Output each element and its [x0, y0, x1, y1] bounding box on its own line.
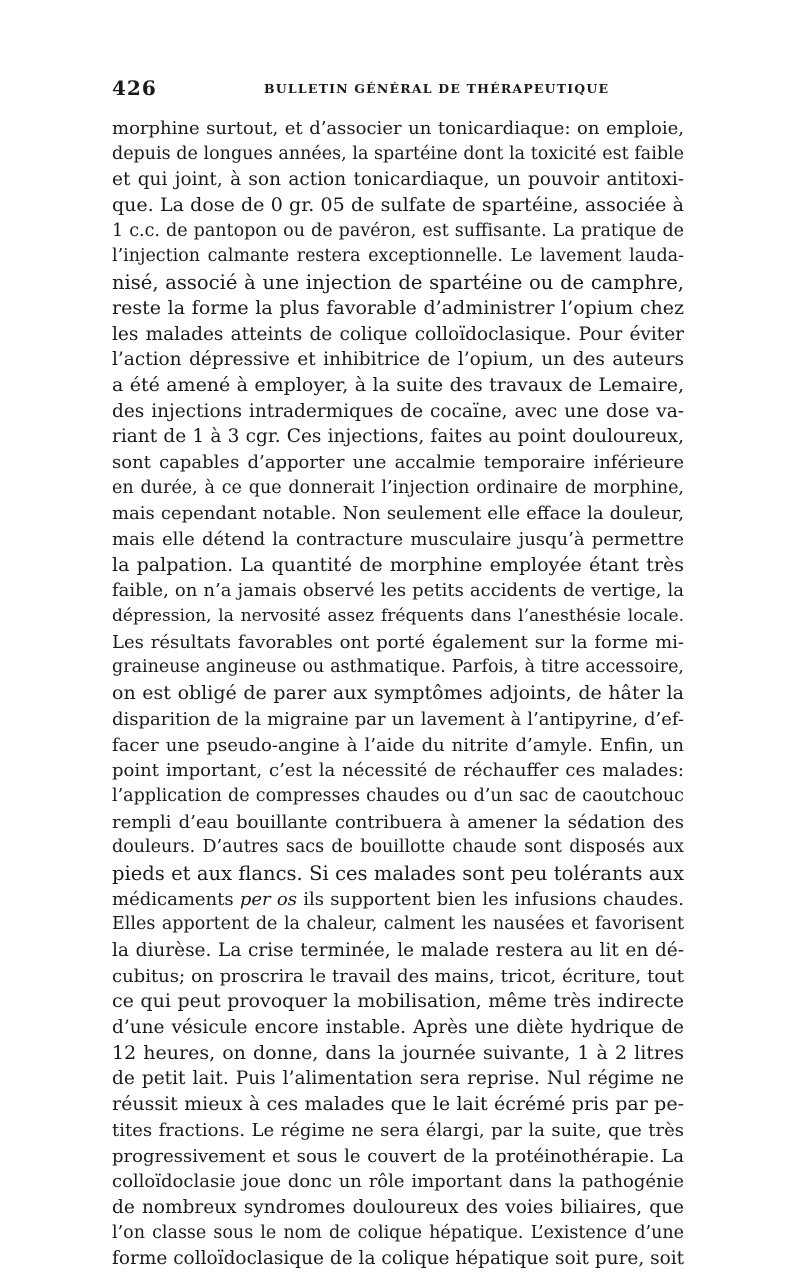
text-line: la diurèse. La crise terminée, le malade restera au lit en dé-: [112, 940, 684, 961]
text-line: et qui joint, à son action tonicardiaque, un pouvoir antitoxi-: [112, 169, 684, 191]
text-line: des injections intradermiques de cocaïne, avec une dose va-: [112, 400, 684, 422]
text-line: mais elle détend la contracture musculaire jusqu’à permettre: [112, 529, 684, 550]
text-line: cubitus; on proscrira le travail des mains, tricot, écriture, tout: [112, 965, 684, 987]
text-line: que. La dose de 0 gr. 05 de sulfate de spartéine, associée à: [112, 194, 684, 217]
text-line: d’une vésicule encore instable. Après une diète hydrique de: [112, 1017, 684, 1039]
text-line: 1 c.c. de pantopon ou de pavéron, est suffisante. La pratique de: [112, 220, 684, 241]
text-line: l’action dépressive et inhibitrice de l’opium, un des auteurs: [112, 349, 684, 371]
text-line: les malades atteints de colique colloïdoclasique. Pour éviter: [112, 323, 684, 345]
text-line: mais cependant notable. Non seulement elle efface la douleur,: [112, 503, 684, 525]
text-line: de nombreux syndromes douloureux des voies biliaires, que: [112, 1196, 684, 1218]
italic-latin-phrase: per os: [239, 888, 298, 910]
text-line: riant de 1 à 3 cgr. Ces injections, faites au point douloureux,: [112, 426, 684, 448]
text-line: forme colloïdoclasique de la colique hépatique soit pure, soit: [112, 1248, 685, 1270]
text-line: depuis de longues années, la spartéine dont la toxicité est faible: [112, 143, 684, 164]
text-line: disparition de la migraine par un lavement à l’antipyrine, d’ef-: [112, 708, 684, 730]
text-line: rempli d’eau bouillante contribuera à amener la sédation des: [112, 811, 684, 833]
text-line: pieds et aux flancs. Si ces malades sont peu tolérants aux: [112, 861, 684, 885]
text-line: la palpation. La quantité de morphine employée étant très: [112, 553, 684, 576]
text-line: nisé, associé à une injection de spartéine ou de camphre,: [112, 271, 684, 295]
text-line: réussit mieux à ces malades que le lait écrémé pris par pe-: [112, 1093, 684, 1116]
text-line: point important, c’est la nécessité de réchauffer ces malades:: [112, 760, 684, 782]
text-line: douleurs. D’autres sacs de bouillotte chaude sont disposés aux: [112, 837, 684, 858]
text-line: on est obligé de parer aux symptômes adjoints, de hâter la: [112, 682, 684, 705]
text-line: graineuse angineuse ou asthmatique. Parfois, à titre accessoire,: [112, 657, 684, 678]
text-line: l’on classe sous le nom de colique hépatique. L’existence d’une: [112, 1222, 684, 1243]
text-line: l’injection calmante restera exceptionnelle. Le lavement lauda-: [112, 246, 684, 267]
text-line: colloïdoclasie joue donc un rôle important dans la pathogénie: [112, 1171, 684, 1193]
text-line: a été amené à employer, à la suite des travaux de Lemaire,: [112, 373, 684, 396]
text-line: dépression, la nervosité assez fréquents dans l’anesthésie locale.: [112, 606, 684, 627]
text-line: sont capables d’apporter une accalmie temporaire inférieure: [112, 451, 684, 473]
text-line: Elles apportent de la chaleur, calment les nausées et favorisent: [112, 914, 684, 935]
text-line: en durée, à ce que donnerait l’injection ordinaire de morphine,: [112, 477, 684, 498]
text-line: reste la forme la plus favorable d’administrer l’opium chez: [112, 296, 684, 319]
text-line: morphine surtout, et d’associer un tonicardiaque: on emploie,: [112, 118, 684, 139]
text-line: progressivement et sous le couvert de la protéinothérapie. La: [112, 1145, 684, 1167]
body-paragraph: [112, 116, 684, 1272]
text-line: 12 heures, on donne, dans la journée suivante, 1 à 2 litres: [112, 1041, 684, 1064]
text-line: facer une pseudo-angine à l’aide du nitrite d’amyle. Enfin, un: [112, 734, 684, 756]
text-line: Les résultats favorables ont porté également sur la forme mi-: [112, 631, 684, 653]
text-line: faible, on n’a jamais observé les petits accidents de vertige, la: [112, 580, 684, 602]
text-line: tites fractions. Le régime ne sera élargi, par la suite, que très: [112, 1119, 684, 1141]
journal-title: BULLETIN GÉNÉRAL DE THÉRAPEUTIQUE: [264, 81, 610, 96]
text-line: l’application de compresses chaudes ou d’un sac de caoutchouc: [112, 785, 684, 806]
text-line: médicaments per os ils supportent bien les infusions chaudes.: [112, 888, 684, 910]
text-line: de petit lait. Puis l’alimentation sera reprise. Nul régime ne: [112, 1068, 684, 1090]
running-head: [112, 76, 688, 100]
page-number: 426: [112, 76, 157, 100]
text-line: ce qui peut provoquer la mobilisation, même très indirecte: [112, 990, 684, 1013]
